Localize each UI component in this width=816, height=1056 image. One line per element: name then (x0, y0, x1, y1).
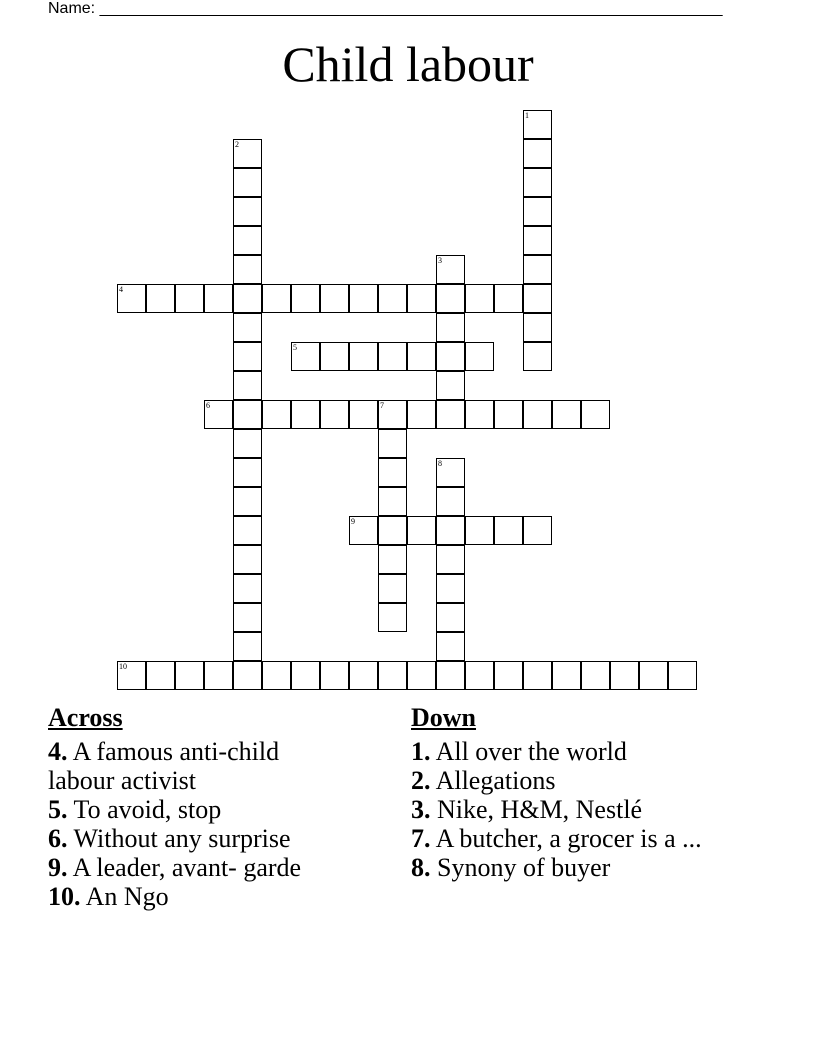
crossword-cell[interactable] (117, 661, 146, 690)
crossword-cell[interactable] (581, 400, 610, 429)
crossword-cell[interactable] (349, 284, 378, 313)
crossword-cell[interactable] (523, 255, 552, 284)
crossword-cell[interactable] (291, 400, 320, 429)
crossword-cell[interactable] (523, 661, 552, 690)
clue-number: 10. (48, 882, 81, 911)
crossword-cell[interactable] (378, 603, 407, 632)
crossword-cell[interactable] (233, 400, 262, 429)
crossword-cell[interactable] (436, 545, 465, 574)
crossword-cell[interactable] (465, 400, 494, 429)
crossword-cell[interactable] (378, 545, 407, 574)
crossword-cell[interactable] (233, 342, 262, 371)
crossword-cell[interactable] (175, 284, 204, 313)
crossword-cell[interactable] (262, 400, 291, 429)
crossword-cell[interactable] (233, 197, 262, 226)
crossword-cell[interactable] (407, 284, 436, 313)
crossword-cell[interactable] (436, 255, 465, 284)
clue-number: 6. (48, 824, 68, 853)
clue-number-label: 2 (235, 140, 239, 149)
crossword-cell[interactable] (465, 661, 494, 690)
crossword-cell[interactable] (349, 342, 378, 371)
crossword-cell[interactable] (204, 400, 233, 429)
clue-text: A leader, avant- garde (67, 853, 302, 882)
crossword-cell[interactable] (407, 661, 436, 690)
clue-text: All over the world (430, 737, 627, 766)
crossword-cell[interactable] (610, 661, 639, 690)
crossword-cell[interactable] (233, 632, 262, 661)
crossword-cell[interactable] (291, 661, 320, 690)
clue-text: Synony of buyer (430, 853, 611, 882)
crossword-cell[interactable] (204, 661, 233, 690)
clue-down-1 (411, 737, 731, 766)
crossword-cell[interactable] (146, 661, 175, 690)
crossword-cell[interactable] (523, 516, 552, 545)
crossword-cell[interactable] (407, 400, 436, 429)
crossword-cell[interactable] (436, 487, 465, 516)
crossword-cell[interactable] (436, 284, 465, 313)
clue-number-label: 7 (380, 401, 384, 410)
clue-down-2 (411, 766, 731, 795)
crossword-cell[interactable] (291, 284, 320, 313)
crossword-cell[interactable] (465, 516, 494, 545)
clue-number-label: 9 (351, 517, 355, 526)
crossword-cell[interactable] (320, 661, 349, 690)
crossword-cell[interactable] (436, 313, 465, 342)
crossword-cell[interactable] (233, 168, 262, 197)
page-title: Child labour (282, 36, 534, 92)
clue-across-4 (48, 737, 348, 795)
clue-number-label: 4 (119, 285, 123, 294)
clue-number: 3. (411, 795, 431, 824)
clue-text: Nike, H&M, Nestlé (430, 795, 643, 824)
crossword-cell[interactable] (146, 284, 175, 313)
clue-across-9 (48, 853, 348, 882)
crossword-cell[interactable] (523, 284, 552, 313)
clue-text: A famous anti-child labour activist (48, 737, 280, 795)
crossword-cell[interactable] (204, 284, 233, 313)
crossword-cell[interactable] (436, 632, 465, 661)
crossword-cell[interactable] (494, 284, 523, 313)
clue-number-label: 1 (525, 111, 529, 120)
crossword-cell[interactable] (320, 400, 349, 429)
crossword-cell[interactable] (378, 516, 407, 545)
crossword-cell[interactable] (175, 661, 204, 690)
crossword-cell[interactable] (262, 284, 291, 313)
crossword-cell[interactable] (349, 400, 378, 429)
crossword-cell[interactable] (117, 284, 146, 313)
crossword-cell[interactable] (378, 487, 407, 516)
clue-text: An Ngo (80, 882, 169, 911)
crossword-cell[interactable] (349, 661, 378, 690)
clue-down-3 (411, 795, 731, 824)
clue-text: Without any surprise (67, 824, 291, 853)
crossword-cell[interactable] (233, 603, 262, 632)
crossword-cell[interactable] (320, 342, 349, 371)
clue-number-label: 5 (293, 343, 297, 352)
crossword-cell[interactable] (378, 400, 407, 429)
clue-number-label: 3 (438, 256, 442, 265)
crossword-cell[interactable] (581, 661, 610, 690)
crossword-cell[interactable] (291, 342, 320, 371)
crossword-cell[interactable] (233, 458, 262, 487)
clue-down-7 (411, 824, 731, 853)
crossword-cell[interactable] (523, 313, 552, 342)
crossword-cell[interactable] (552, 400, 581, 429)
crossword-cell[interactable] (436, 458, 465, 487)
crossword-cell[interactable] (523, 168, 552, 197)
clue-text: To avoid, stop (67, 795, 222, 824)
clue-number-label: 10 (119, 662, 127, 671)
crossword-cell[interactable] (233, 429, 262, 458)
crossword-cell[interactable] (523, 342, 552, 371)
crossword-cell[interactable] (378, 429, 407, 458)
crossword-cell[interactable] (523, 226, 552, 255)
clue-text: Allegations (430, 766, 556, 795)
crossword-cell[interactable] (378, 574, 407, 603)
crossword-cell[interactable] (407, 342, 436, 371)
crossword-cell[interactable] (436, 574, 465, 603)
down-heading: Down (411, 703, 477, 732)
crossword-cell[interactable] (349, 516, 378, 545)
crossword-cell[interactable] (233, 516, 262, 545)
crossword-cell[interactable] (378, 458, 407, 487)
crossword-cell[interactable] (436, 400, 465, 429)
crossword-cell[interactable] (233, 313, 262, 342)
crossword-cell[interactable] (523, 110, 552, 139)
crossword-cell[interactable] (668, 661, 697, 690)
crossword-cell[interactable] (494, 516, 523, 545)
crossword-cell[interactable] (262, 661, 291, 690)
crossword-cell[interactable] (233, 661, 262, 690)
crossword-cell[interactable] (233, 284, 262, 313)
clue-text: A butcher, a grocer is a ... (430, 824, 702, 853)
clue-across-10 (48, 882, 348, 911)
crossword-cell[interactable] (465, 284, 494, 313)
crossword-cell[interactable] (378, 342, 407, 371)
crossword-cell[interactable] (233, 255, 262, 284)
crossword-cell[interactable] (233, 139, 262, 168)
clue-number: 1. (411, 737, 431, 766)
crossword-cell[interactable] (552, 661, 581, 690)
crossword-cell[interactable] (233, 371, 262, 400)
crossword-cell[interactable] (436, 603, 465, 632)
crossword-cell[interactable] (436, 342, 465, 371)
clue-number: 2. (411, 766, 431, 795)
clue-number: 9. (48, 853, 68, 882)
crossword-cell[interactable] (378, 284, 407, 313)
name-field[interactable]: Name: ______________________________________________________________________ (48, 0, 723, 17)
clue-number: 8. (411, 853, 431, 882)
crossword-cell[interactable] (407, 516, 436, 545)
crossword-cell[interactable] (523, 197, 552, 226)
crossword-cell[interactable] (465, 342, 494, 371)
crossword-cell[interactable] (436, 661, 465, 690)
crossword-cell[interactable] (523, 139, 552, 168)
down-clues (411, 703, 731, 882)
clue-across-6 (48, 824, 348, 853)
clue-down-8 (411, 853, 731, 882)
clue-number-label: 8 (438, 459, 442, 468)
clue-across-5 (48, 795, 348, 824)
crossword-cell[interactable] (523, 400, 552, 429)
crossword-cell[interactable] (233, 487, 262, 516)
crossword-cell[interactable] (378, 661, 407, 690)
crossword-cell[interactable] (233, 226, 262, 255)
across-clues (48, 703, 348, 911)
clue-number-label: 6 (206, 401, 210, 410)
crossword-cell[interactable] (233, 574, 262, 603)
crossword-cell[interactable] (639, 661, 668, 690)
clue-number: 4. (48, 737, 68, 766)
crossword-cell[interactable] (436, 516, 465, 545)
clue-number: 5. (48, 795, 68, 824)
crossword-cell[interactable] (233, 545, 262, 574)
crossword-cell[interactable] (494, 400, 523, 429)
across-heading: Across (48, 703, 123, 732)
clue-number: 7. (411, 824, 431, 853)
crossword-cell[interactable] (436, 371, 465, 400)
crossword-cell[interactable] (494, 661, 523, 690)
crossword-cell[interactable] (320, 284, 349, 313)
